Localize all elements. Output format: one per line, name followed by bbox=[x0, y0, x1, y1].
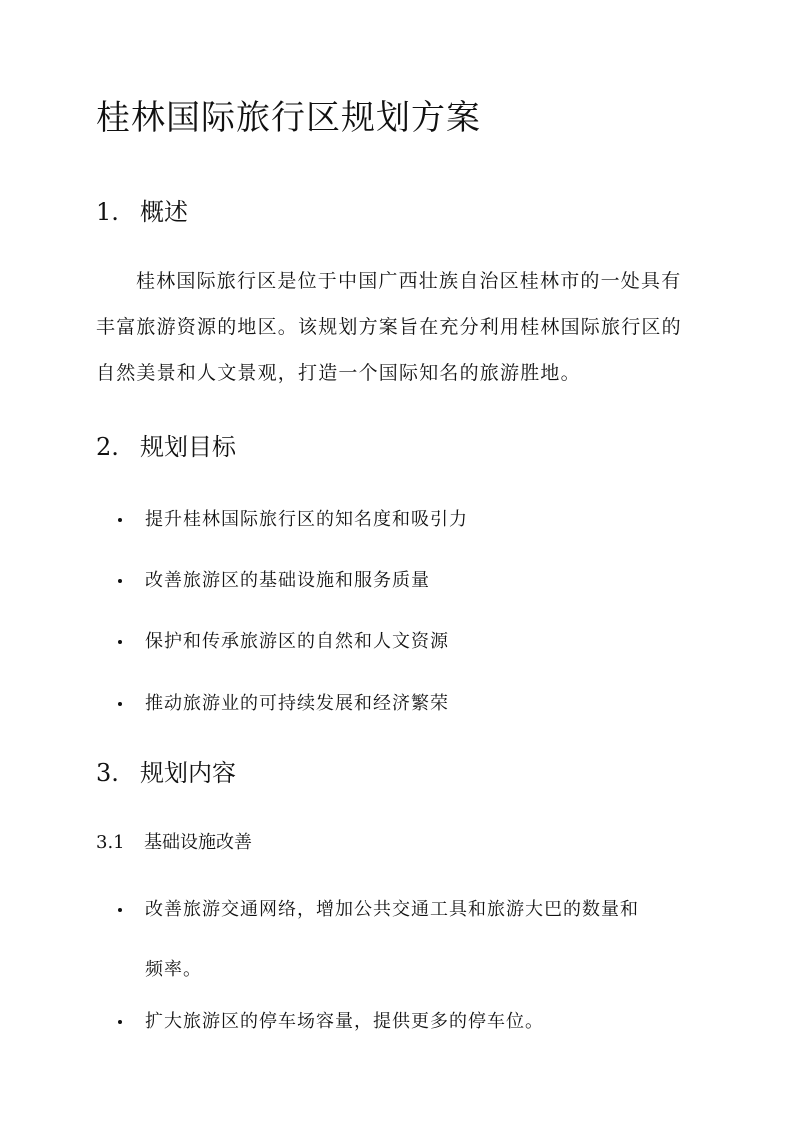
infrastructure-list-item bbox=[118, 895, 705, 1015]
list-item-text: 频率。 bbox=[145, 959, 202, 980]
bullet-icon bbox=[118, 518, 122, 522]
bullet-icon bbox=[118, 702, 122, 706]
section-heading-goals bbox=[96, 431, 236, 463]
subsection-number: 3.1 bbox=[96, 832, 125, 853]
section-number: 1. bbox=[96, 198, 119, 226]
bullet-icon bbox=[118, 1020, 122, 1024]
bullet-icon bbox=[118, 640, 122, 644]
list-item-text: 推动旅游业的可持续发展和经济繁荣 bbox=[145, 693, 449, 714]
bullet-icon bbox=[118, 579, 122, 583]
paragraph-line: 桂林国际旅行区是位于中国广西壮族自治区桂林市的一处具有 bbox=[136, 270, 682, 292]
section-number: 3. bbox=[96, 759, 119, 787]
overview-paragraph bbox=[96, 266, 700, 404]
subsection-heading-infrastructure bbox=[96, 830, 252, 856]
list-item-text: 提升桂林国际旅行区的知名度和吸引力 bbox=[145, 509, 468, 530]
paragraph-line: 自然美景和人文景观，打造一个国际知名的旅游胜地。 bbox=[96, 362, 581, 384]
section-title: 规划目标 bbox=[140, 433, 236, 461]
infrastructure-list-item bbox=[118, 1007, 705, 1067]
paragraph-line: 丰富旅游资源的地区。该规划方案旨在充分利用桂林国际旅行区的 bbox=[96, 316, 682, 338]
goal-list-item bbox=[118, 566, 705, 626]
goal-list-item bbox=[118, 505, 705, 565]
goal-list-item bbox=[118, 689, 705, 749]
goal-list-item bbox=[118, 627, 705, 687]
document-title: 桂林国际旅行区规划方案 bbox=[96, 98, 481, 138]
list-item-text: 改善旅游区的基础设施和服务质量 bbox=[145, 570, 430, 591]
section-title: 规划内容 bbox=[140, 759, 236, 787]
bullet-icon bbox=[118, 908, 122, 912]
list-item-text: 改善旅游交通网络，增加公共交通工具和旅游大巴的数量和 bbox=[145, 899, 639, 920]
section-number: 2. bbox=[96, 433, 119, 461]
section-heading-content bbox=[96, 757, 236, 789]
list-item-text: 扩大旅游区的停车场容量，提供更多的停车位。 bbox=[145, 1011, 544, 1032]
section-title: 概述 bbox=[140, 198, 188, 226]
section-heading-overview bbox=[96, 196, 188, 228]
subsection-title: 基础设施改善 bbox=[144, 832, 252, 853]
list-item-text: 保护和传承旅游区的自然和人文资源 bbox=[145, 631, 449, 652]
